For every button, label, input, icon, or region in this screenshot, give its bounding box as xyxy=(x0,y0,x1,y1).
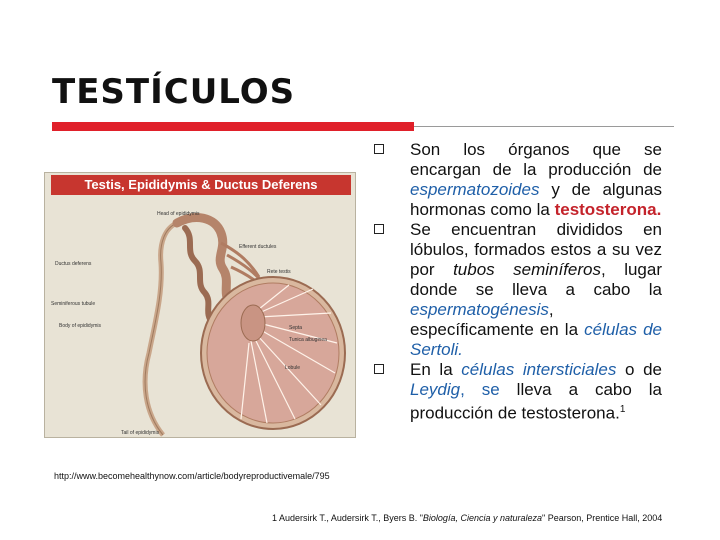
square-bullet-icon xyxy=(374,224,384,234)
bullet-list xyxy=(372,140,662,424)
testis-illustration xyxy=(44,172,356,438)
testis-diagram xyxy=(45,173,357,439)
square-bullet-icon xyxy=(374,144,384,154)
citation: 1 Audersirk T., Audersirk T., Byers B. "Biología, Ciencia y naturaleza" Pearson, Prentice Hall, 2004 xyxy=(272,513,663,523)
label-ductus-deferens: Ductus deferens xyxy=(55,261,92,267)
square-bullet-icon xyxy=(374,364,384,374)
source-url[interactable]: http://www.becomehealthynow.com/article/bodyreproductivemale/795 xyxy=(54,471,330,481)
label-seminiferous-tubule: Seminiferous tubule xyxy=(51,301,96,307)
slide-title: TESTÍCULOS xyxy=(52,72,296,112)
label-head-epididymis: Head of epididymis xyxy=(157,211,200,217)
label-lobule: Lobule xyxy=(285,365,301,371)
label-tunica-albuginea: Tunica albuginea xyxy=(289,337,327,343)
bullet-item: En la células intersticiales o de Leydig, se lleva a cabo la producción de testosterona.$^1$ xyxy=(372,360,662,424)
label-body-epididymis: Body of epididymis xyxy=(59,323,101,329)
label-efferent-ductules: Efferent ductules xyxy=(239,244,277,250)
label-tail-epididymis: Tail of epididymis xyxy=(121,430,160,436)
title-accent-bar xyxy=(52,122,414,131)
figure-heading: Testis, Epididymis & Ductus Deferens xyxy=(51,175,351,195)
label-septa: Septa xyxy=(289,325,303,331)
bullet-item: Son los órganos que se encargan de la producción de espermatozoides y de algunas hormonas como la testosterona. xyxy=(372,140,662,220)
label-rete-testis: Rete testis xyxy=(267,269,291,275)
bullet-item: Se encuentran divididos en lóbulos, formados estos a su vez por tubos seminíferos, lugar donde se lleva a cabo la espermatogénesis, específicamente en la células de Sertoli. xyxy=(372,220,662,360)
